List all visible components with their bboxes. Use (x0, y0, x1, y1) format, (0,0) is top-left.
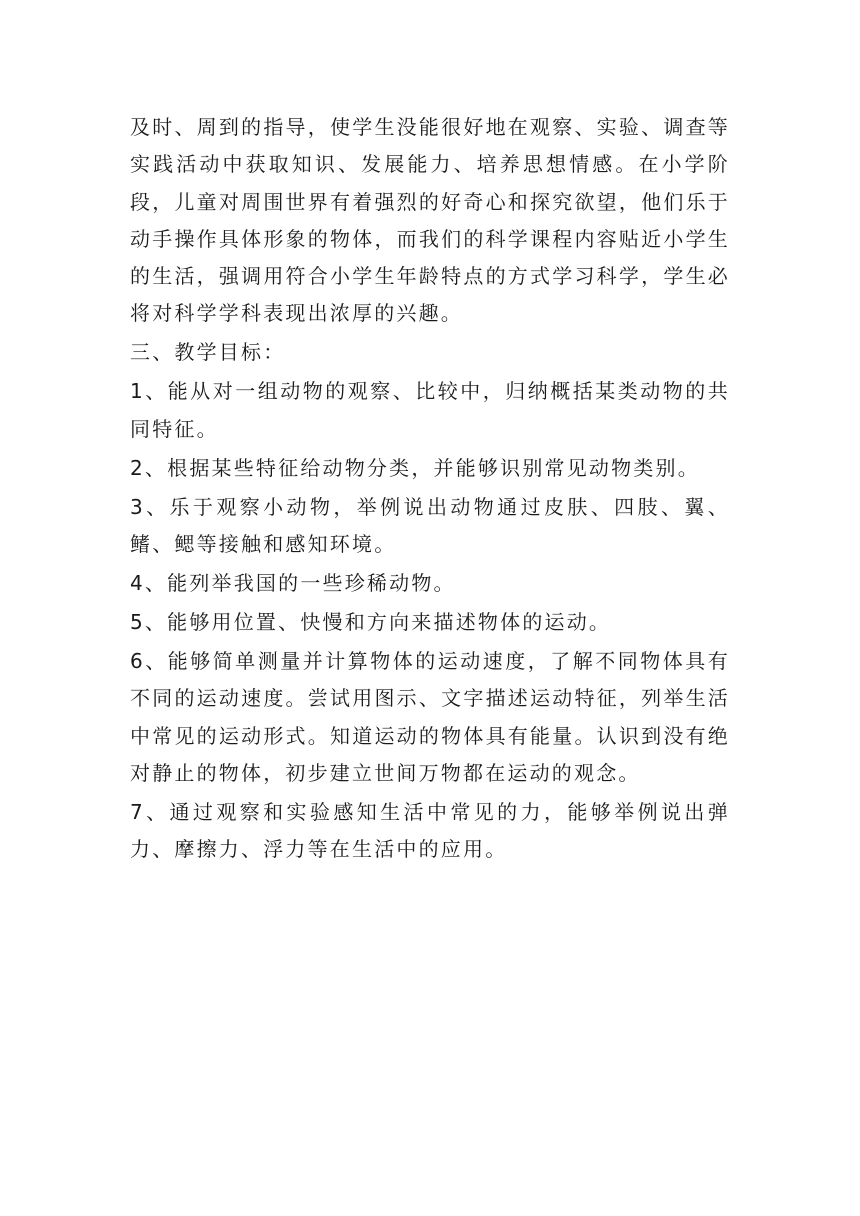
objective-item-1: 1、能从对一组动物的观察、比较中，归纳概括某类动物的共同特征。 (130, 379, 730, 441)
objective-item-6: 6、能够简单测量并计算物体的运动速度，了解不同物体具有不同的运动速度。尝试用图示、文字描述运动特征，列举生活中常见的运动形式。知道运动的物体具有能量。认识到没有绝对静止的物体，初步建立世间万物都在运动的观念。 (130, 648, 730, 785)
objective-item-5: 5、能够用位置、快慢和方向来描述物体的运动。 (130, 609, 612, 634)
objective-item-3: 3、乐于观察小动物，举例说出动物通过皮肤、四肢、翼、鳍、鳃等接触和感知环境。 (130, 494, 730, 557)
section-heading: 三、教学目标： (130, 340, 286, 365)
objective-item-7: 7、通过观察和实验感知生活中常见的力，能够举例说出弹力、摩擦力、浮力等在生活中的应用。 (130, 799, 730, 862)
intro-paragraph: 及时、周到的指导，使学生没能很好地在观察、实验、调查等实践活动中获取知识、发展能力、培养思想情感。在小学阶段，儿童对周围世界有着强烈的好奇心和探究欲望，他们乐于动手操作具体形象的物体，而我们的科学课程内容贴近小学生的生活，强调用符合小学生年龄特点的方式学习科学，学生必将对科学学科表现出浓厚的兴趣。 (130, 115, 730, 326)
objective-item-2: 2、根据某些特征给动物分类，并能够识别常见动物类别。 (130, 455, 700, 480)
objective-item-4: 4、能列举我国的一些珍稀动物。 (130, 571, 456, 595)
document-body (130, 109, 730, 868)
